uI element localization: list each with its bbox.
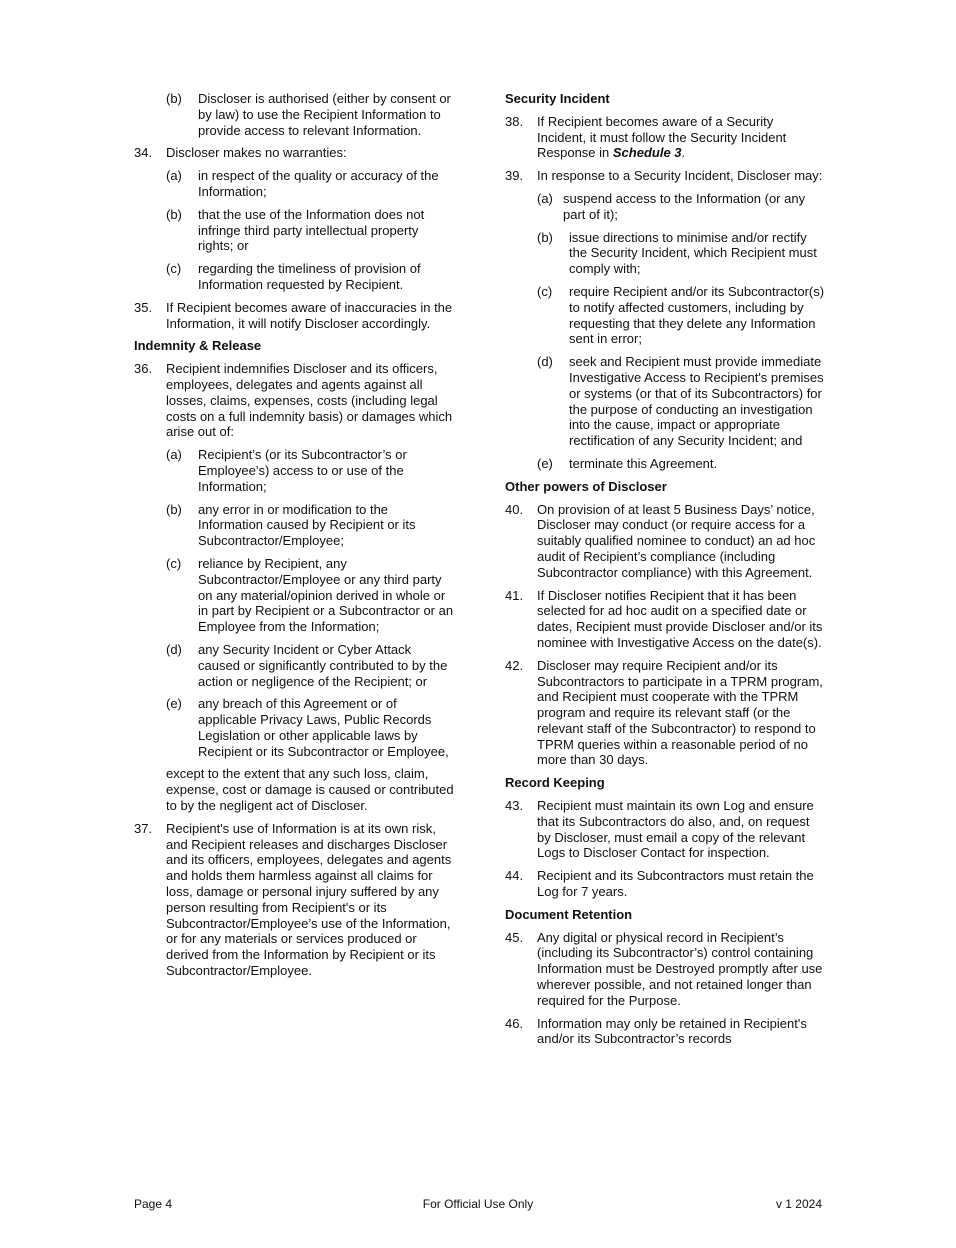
sub-label: (a) — [537, 190, 553, 206]
clause-39-e — [537, 456, 825, 472]
footer-page-number: Page 4 — [134, 1197, 173, 1211]
clause-36 — [134, 361, 454, 440]
clause-number: 37. — [134, 820, 153, 836]
schedule-reference: Schedule 3 — [612, 145, 682, 161]
clause-number: 43. — [505, 798, 524, 814]
clause-37 — [134, 821, 454, 979]
sub-label: (b) — [166, 206, 182, 222]
clause-number: 41. — [505, 587, 524, 603]
sub-label: (a) — [166, 447, 182, 463]
clause-number: 40. — [505, 501, 524, 517]
clause-42 — [505, 658, 825, 769]
clause-36-a — [166, 447, 454, 494]
sub-text: suspend access to the Information (or any part of it); — [563, 190, 806, 222]
clause-text: Recipient must maintain its own Log and ensure that its Subcontractors do also, and, on request by Discloser, must email a copy of the relevant Logs to Discloser Contact for inspection. — [537, 798, 814, 861]
sub-text: terminate this Agreement. — [569, 455, 718, 471]
sub-text: issue directions to minimise and/or rectify the Security Incident, which Recipient must comply with; — [569, 229, 817, 277]
sub-label: (d) — [537, 354, 553, 370]
clause-43 — [505, 798, 825, 861]
clause-33-b — [166, 91, 454, 138]
clause-36-continuation: except to the extent that any such loss, claim, expense, cost or damage is caused or contributed to by the negligent act of Discloser. — [166, 766, 454, 814]
clause-36-d — [166, 642, 454, 689]
clause-text: In response to a Security Incident, Discloser may: — [537, 168, 823, 184]
left-column — [134, 91, 454, 986]
sub-text: any error in or modification to the Information caused by Recipient or its Subcontractor/Employee; — [198, 501, 416, 549]
section-heading-record-keeping: Record Keeping — [505, 775, 605, 791]
clause-34-c — [166, 261, 454, 293]
clause-text: Recipient's use of Information is at its own risk, and Recipient releases and discharges Discloser and its officers, employees, delegates and agents and holds them harmless against all claims for loss, damage or personal injury suffered by any person resulting from Recipient's or its Subcontractor/Employee’s use of the Information, or for any materials or services produced or derived from the Information by Recipient or its Subcontractor/Employee. — [166, 820, 452, 979]
sub-label: (e) — [166, 696, 182, 712]
section-heading-indemnity: Indemnity & Release — [134, 338, 262, 354]
clause-number: 39. — [505, 168, 524, 184]
clause-39-d — [537, 354, 825, 449]
sub-text: in respect of the quality or accuracy of the Information; — [198, 168, 439, 199]
clause-38 — [505, 114, 825, 161]
sub-text: seek and Recipient must provide immediate Investigative Access to Recipient's premises or systems (or that of its Subcontractors) for the purpose of conducting an investigation into the cause, impact or appropriate rectification of any Security Incident; and — [569, 354, 824, 449]
section-heading-security: Security Incident — [505, 91, 610, 106]
sub-label: (a) — [166, 168, 182, 184]
clause-number: 44. — [505, 868, 524, 884]
sub-label: (c) — [166, 261, 182, 277]
right-column — [505, 91, 825, 1054]
section-heading-document-retention: Document Retention — [505, 906, 633, 922]
clause-text: Discloser may require Recipient and/or its Subcontractors to participate in a TPRM program, and Recipient must cooperate with the TPRM program and require its relevant staff (or the relevant staff of the Subcontractor) to respond to TPRM queries within a reasonable period of no more than 30 days. — [537, 657, 823, 768]
sub-text: any Security Incident or Cyber Attack caused or significantly contributed to by the action or negligence of the Recipient; or — [198, 641, 448, 689]
clause-text-after: . — [681, 145, 686, 161]
clause-34-b — [166, 207, 454, 254]
sub-text: Discloser is authorised (either by consent or by law) to use the Recipient Information to provide access to relevant Information. — [198, 91, 451, 138]
clause-34-a — [166, 168, 454, 200]
clause-44 — [505, 868, 825, 900]
clause-number: 35. — [134, 299, 153, 315]
sub-label: (b) — [166, 501, 182, 517]
sub-text: that the use of the Information does not infringe third party intellectual property rights; or — [198, 206, 425, 254]
sub-label: (d) — [166, 641, 182, 657]
clause-text: Discloser makes no warranties: — [166, 145, 347, 161]
clause-text: Recipient indemnifies Discloser and its officers, employees, delegates and agents against all losses, claims, expenses, costs (including legal costs on a full indemnity basis) or damages which arise out of: — [166, 361, 453, 440]
clause-number: 46. — [505, 1015, 524, 1031]
clause-number: 34. — [134, 145, 153, 161]
clause-36-c — [166, 556, 454, 635]
clause-number: 36. — [134, 361, 153, 377]
sub-label: (c) — [166, 555, 182, 571]
sub-text: regarding the timeliness of provision of Information requested by Recipient. — [198, 261, 421, 292]
footer-version: v 1 2024 — [775, 1197, 822, 1211]
section-heading-powers: Other powers of Discloser — [505, 478, 667, 494]
clause-number: 42. — [505, 657, 524, 673]
sub-label: (b) — [537, 229, 553, 245]
clause-text — [537, 114, 825, 161]
sub-text: reliance by Recipient, any Subcontractor/Employee or any third party on any material/opinion derived in whole or in part by Recipient or a Subcontractor or an Employee from the Information; — [198, 555, 454, 635]
clause-text: Any digital or physical record in Recipient’s (including its Subcontractor’s) control containing Information must be Destroyed promptly after use wherever possible, and not retained longer than required for the Purpose. — [537, 929, 823, 1008]
clause-46 — [505, 1016, 825, 1048]
clause-number: 45. — [505, 929, 524, 945]
clause-39-b — [537, 230, 825, 277]
sub-label: (c) — [537, 283, 553, 299]
clause-40 — [505, 502, 825, 581]
clause-41 — [505, 588, 825, 651]
sub-text: any breach of this Agreement or of applicable Privacy Laws, Public Records Legislation or other applicable laws by Recipient or its Subcontractor or Employee, — [198, 696, 449, 759]
clause-39-a — [537, 191, 825, 223]
clause-36-e — [166, 696, 454, 759]
clause-text: If Recipient becomes aware of inaccuracies in the Information, it will notify Discloser accordingly. — [166, 299, 453, 331]
sub-label: (e) — [537, 455, 553, 471]
footer-classification: For Official Use Only — [422, 1197, 534, 1211]
clause-text-before: If Recipient becomes aware of a Security Incident, it must follow the Security Incident Response in — [537, 113, 787, 161]
clause-text: Information may only be retained in Recipient's and/or its Subcontractor’s records — [537, 1015, 807, 1047]
clause-34 — [134, 145, 454, 161]
clause-39-c — [537, 284, 825, 347]
sub-text: require Recipient and/or its Subcontractor(s) to notify affected customers, including by requesting that they delete any Information sent in error; — [569, 283, 825, 347]
clause-text: Recipient and its Subcontractors must retain the Log for 7 years. — [537, 868, 814, 900]
clause-text: If Discloser notifies Recipient that it has been selected for ad hoc audit on a specified date or dates, Recipient must provide Discloser and/or its nominee with Investigative Access on the date(s). — [537, 587, 823, 650]
clause-number: 38. — [505, 113, 524, 129]
clause-45 — [505, 930, 825, 1009]
clause-text: On provision of at least 5 Business Days’ notice, Discloser may conduct (or require access for a suitably qualified nominee to conduct) an ad hoc audit of Recipient’s compliance (including Subcontractor compliance) with this Agreement. — [537, 501, 816, 580]
sub-text: Recipient’s (or its Subcontractor’s or Employee’s) access to or use of the Information; — [198, 447, 407, 494]
clause-35 — [134, 300, 454, 332]
sub-label: (b) — [166, 91, 182, 106]
clause-39 — [505, 168, 825, 184]
clause-36-b — [166, 502, 454, 549]
